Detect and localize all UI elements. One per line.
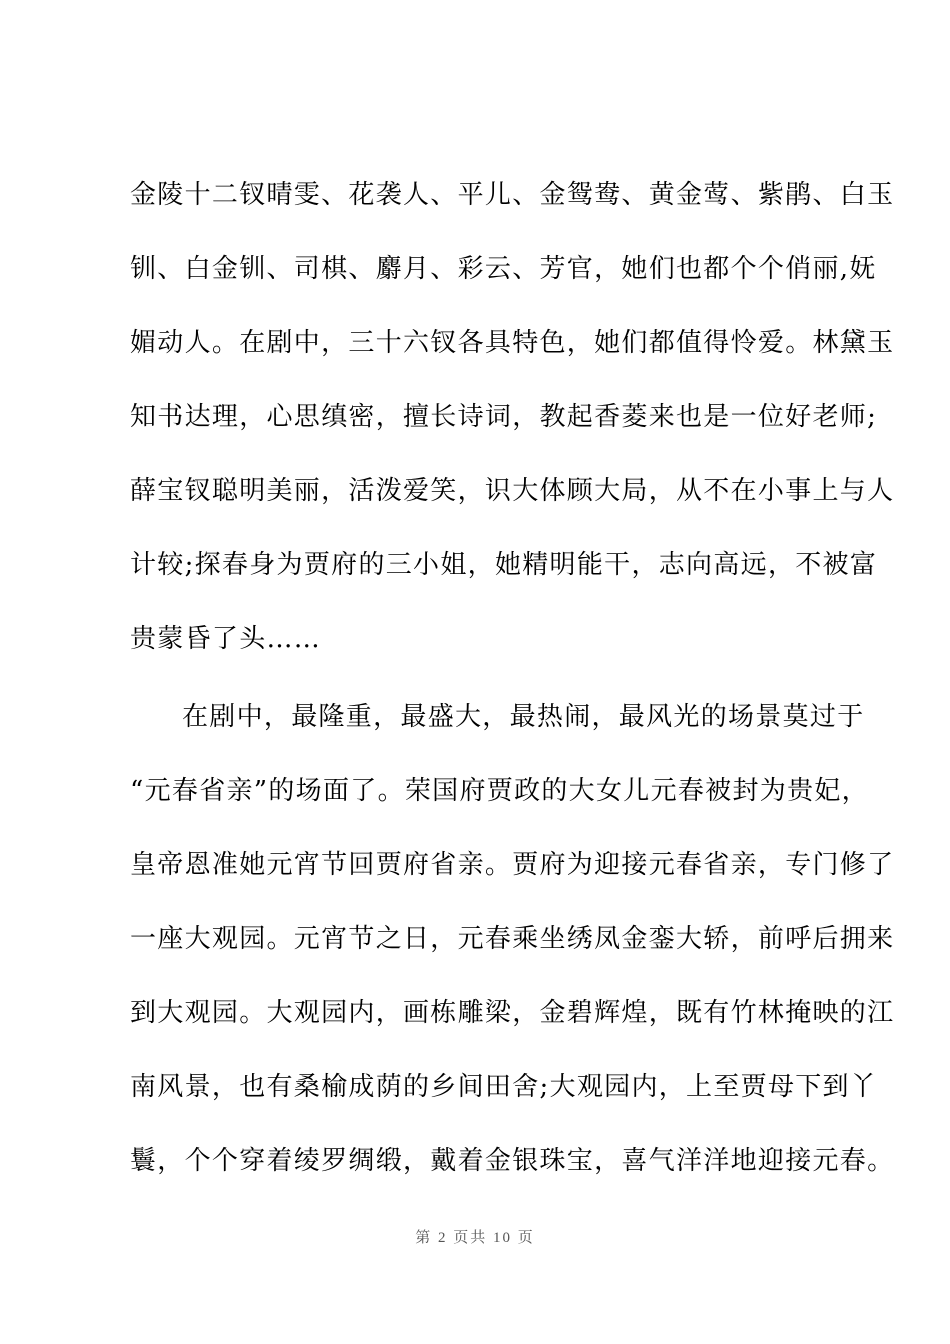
text-line: 在剧中，最隆重，最盛大，最热闹，最风光的场景莫过于 xyxy=(182,702,865,732)
text-line: 金陵十二钗晴雯、花袭人、平儿、金鸳鸯、黄金莺、紫鹃、白玉 xyxy=(130,180,895,210)
text-line: 南风景，也有桑榆成荫的乡间田舍;大观园内，上至贾母下到丫 xyxy=(130,1072,878,1102)
text-line: 贵蒙昏了头…… xyxy=(130,624,322,654)
text-line: 钏、白金钏、司棋、麝月、彩云、芳官，她们也都个个俏丽,妩 xyxy=(130,254,877,284)
text-line: 计较;探春身为贾府的三小姐，她精明能干，志向高远，不被富 xyxy=(130,550,878,580)
text-line: 知书达理，心思缜密，擅长诗词，教起香菱来也是一位好老师; xyxy=(130,402,878,432)
text-line: 一座大观园。元宵节之日，元春乘坐绣凤金銮大轿，前呼后拥来 xyxy=(130,924,895,954)
text-line: “元春省亲”的场面了。荣国府贾政的大女儿元春被封为贵妃， xyxy=(130,776,869,806)
text-line: 皇帝恩准她元宵节回贾府省亲。贾府为迎接元春省亲，专门修了 xyxy=(130,850,895,880)
text-line: 鬟，个个穿着绫罗绸缎，戴着金银珠宝，喜气洋洋地迎接元春。 xyxy=(130,1146,895,1176)
text-line: 到大观园。大观园内，画栋雕梁，金碧辉煌，既有竹林掩映的江 xyxy=(130,998,895,1028)
text-line: 媚动人。在剧中，三十六钗各具特色，她们都值得怜爱。林黛玉 xyxy=(130,328,895,358)
page-footer: 第 2 页共 10 页 xyxy=(415,1230,535,1246)
text-line: 薛宝钗聪明美丽，活泼爱笑，识大体顾大局，从不在小事上与人 xyxy=(130,476,895,506)
